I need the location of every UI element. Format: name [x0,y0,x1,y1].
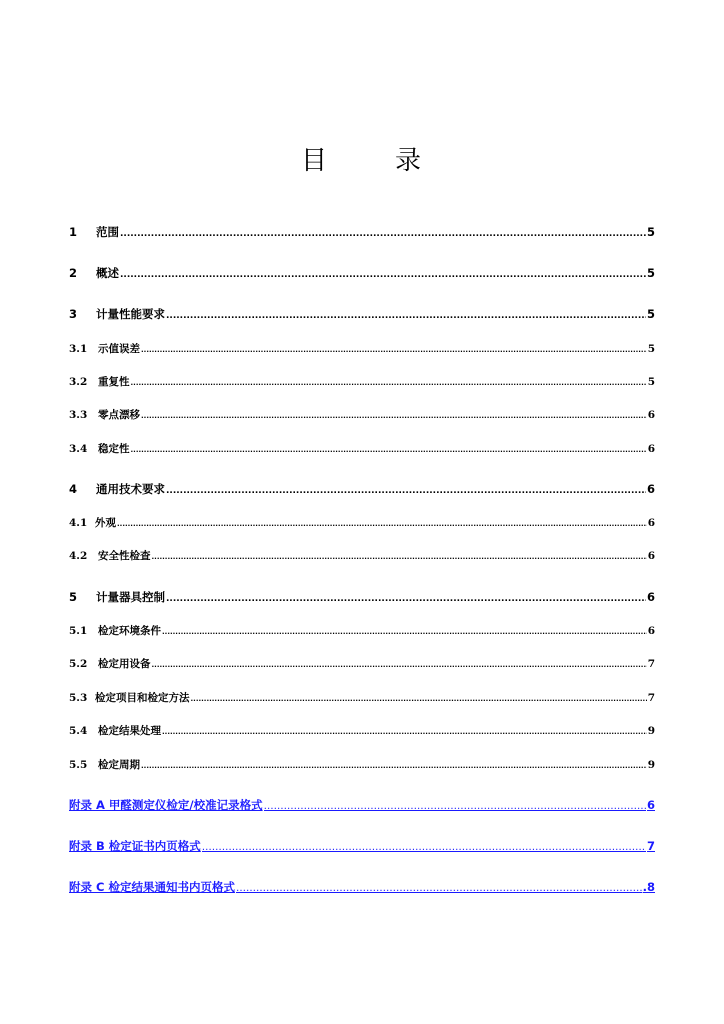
table-of-contents [69,0,655,1024]
toc-entry-label: 检定项目和检定方法 [95,692,190,704]
leader-dots [152,661,647,669]
appendix-page: 7 [646,839,655,853]
leader-dots [191,695,647,703]
toc-entry-page: 6 [647,517,655,529]
toc-entry-label: 重复性 [98,376,130,388]
leader-dots [141,412,647,420]
toc-entry-label: 安全性检查 [98,550,151,562]
toc-entry-page: 5 [646,307,655,321]
toc-entry-number: 5.3 [69,692,88,704]
leader-dots [131,446,647,454]
toc-entry-page: 7 [647,692,655,704]
toc-entry-number: 3.4 [69,443,88,455]
leader-dots [166,594,646,604]
leader-dots [166,486,646,496]
appendix-label: 附录 C 检定结果通知书内页格式 [69,880,235,894]
toc-entry-number: 1 [69,225,78,239]
toc-entry-number: 5 [69,590,78,604]
toc-entry-label: 检定结果处理 [98,725,161,737]
toc-entry-label: 范围 [96,225,119,239]
toc-entry-number: 3.3 [69,409,88,421]
toc-entry-number: 4.2 [69,550,88,562]
leader-dots [120,270,646,280]
toc-entry-number: 5.5 [69,759,88,771]
toc-entry-label: 稳定性 [98,443,130,455]
appendix-b-link[interactable] [69,838,655,854]
leader-dots [117,520,647,528]
toc-entry-page: 9 [647,725,655,737]
title-char-2: 录 [395,146,424,176]
toc-entry-page: 6 [646,482,655,496]
toc-entry-5-3[interactable] [69,690,655,705]
appendix-c-link[interactable] [69,879,655,895]
appendix-label: 附录 A 甲醛测定仪检定/校准记录格式 [69,798,263,812]
toc-entry-5[interactable] [69,589,655,605]
toc-entry-page: 5 [647,376,655,388]
toc-entry-label: 检定用设备 [98,658,151,670]
toc-entry-3[interactable] [69,306,655,322]
toc-entry-number: 3 [69,307,78,321]
toc-entry-5-2[interactable] [69,656,655,671]
toc-entry-page: 5 [647,343,655,355]
toc-entry-page: 5 [646,225,655,239]
appendix-page: 6 [646,798,655,812]
leader-dots [152,553,647,561]
toc-entry-label: 通用技术要求 [96,482,165,496]
toc-entry-page: 6 [647,409,655,421]
toc-entry-page: 6 [647,550,655,562]
toc-entry-page: 9 [647,759,655,771]
toc-entry-label: 检定周期 [98,759,140,771]
toc-entry-number: 3.1 [69,343,88,355]
leader-dots [131,379,647,387]
toc-entry-5-1[interactable] [69,623,655,638]
toc-entry-number: 3.2 [69,376,88,388]
leader-dots [141,346,647,354]
appendix-label: 附录 B 检定证书内页格式 [69,839,201,853]
toc-entry-1[interactable] [69,224,655,240]
toc-entry-page: 7 [647,658,655,670]
toc-entry-4-2[interactable] [69,548,655,563]
toc-entry-label: 示值误差 [98,343,140,355]
toc-entry-5-5[interactable] [69,757,655,772]
leader-dots [162,628,647,636]
toc-entry-3-1[interactable] [69,341,655,356]
toc-entry-number: 5.4 [69,725,88,737]
toc-entry-3-2[interactable] [69,374,655,389]
leader-dots [141,762,647,770]
title-char-1: 目 [300,146,329,176]
toc-entry-page: 6 [646,590,655,604]
toc-entry-page: 5 [646,266,655,280]
toc-entry-3-3[interactable] [69,407,655,422]
toc-entry-number: 5.2 [69,658,88,670]
appendix-page: .8 [642,880,655,894]
leader-dots [264,801,646,812]
leader-dots [166,311,646,321]
toc-entry-label: 计量性能要求 [96,307,165,321]
leader-dots [202,842,646,853]
toc-entry-number: 5.1 [69,625,88,637]
toc-entry-number: 4.1 [69,517,88,529]
appendix-a-link[interactable] [69,797,655,813]
toc-entry-label: 计量器具控制 [96,590,165,604]
toc-entry-2[interactable] [69,265,655,281]
toc-entry-page: 6 [647,625,655,637]
leader-dots [120,229,646,239]
toc-entry-number: 2 [69,266,78,280]
toc-entry-label: 概述 [96,266,119,280]
leader-dots [162,728,647,736]
toc-entry-page: 6 [647,443,655,455]
toc-entry-4-1[interactable] [69,515,655,530]
toc-entry-number: 4 [69,482,78,496]
toc-entry-3-4[interactable] [69,441,655,456]
toc-entry-label: 检定环境条件 [98,625,161,637]
toc-entry-4[interactable] [69,481,655,497]
toc-entry-label: 外观 [95,517,116,529]
leader-dots [236,883,642,894]
toc-entry-5-4[interactable] [69,723,655,738]
toc-entry-label: 零点漂移 [98,409,140,421]
